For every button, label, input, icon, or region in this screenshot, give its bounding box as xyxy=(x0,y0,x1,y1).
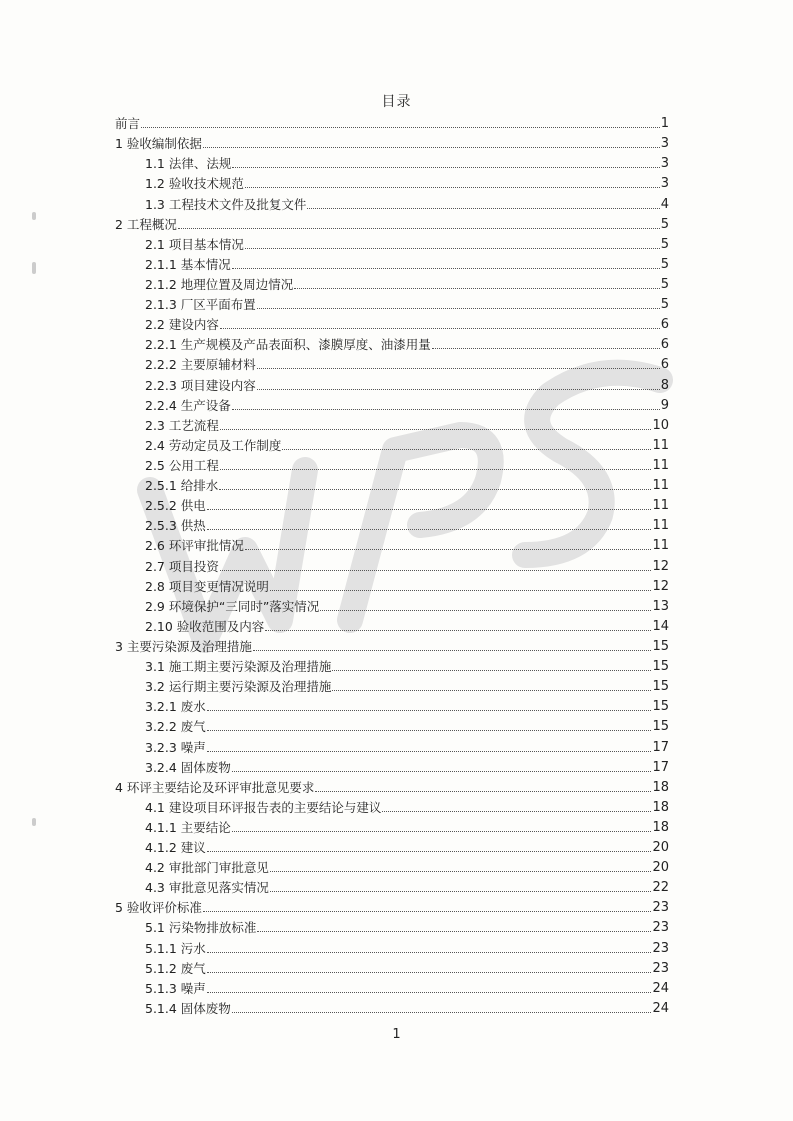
toc-entry[interactable] xyxy=(115,132,669,152)
toc-entry-label: 2.2.1 生产规模及产品表面积、漆膜厚度、油漆用量 xyxy=(145,337,431,353)
toc-entry[interactable] xyxy=(115,414,669,434)
toc-entry-label: 4.1.2 建议 xyxy=(145,840,206,856)
dot-leader xyxy=(232,167,659,168)
toc-entry-page: 23 xyxy=(652,960,669,976)
scan-margin-mark xyxy=(32,262,36,274)
toc-entry-page: 15 xyxy=(652,638,669,654)
toc-entry-page: 11 xyxy=(652,457,669,473)
dot-leader xyxy=(253,650,652,651)
dot-leader xyxy=(207,509,652,510)
toc-entry-page: 18 xyxy=(652,819,669,835)
dot-leader xyxy=(257,931,651,932)
toc-entry-page: 23 xyxy=(652,900,669,916)
dot-leader xyxy=(270,891,652,892)
toc-entry[interactable] xyxy=(115,313,669,333)
toc-entry[interactable] xyxy=(115,695,669,715)
dot-leader xyxy=(232,1012,652,1013)
toc-entry[interactable] xyxy=(115,112,669,132)
page-number: 1 xyxy=(392,1027,401,1042)
toc-entry-label: 2.5 公用工程 xyxy=(145,457,219,473)
toc-entry-page: 8 xyxy=(660,377,669,393)
toc-entry-label: 4.1.1 主要结论 xyxy=(145,819,231,835)
toc-entry[interactable] xyxy=(115,816,669,836)
toc-entry[interactable] xyxy=(115,253,669,273)
toc-entry-label: 2.1 项目基本情况 xyxy=(145,236,244,252)
toc-entry-page: 22 xyxy=(652,880,669,896)
toc-entry[interactable] xyxy=(115,494,669,514)
toc-title: 目录 xyxy=(381,94,412,110)
toc-entry-page: 24 xyxy=(652,980,669,996)
toc-entry[interactable] xyxy=(115,213,669,233)
toc-entry-page: 20 xyxy=(652,840,669,856)
toc-entry-label: 4.2 审批部门审批意见 xyxy=(145,860,269,876)
toc-entry-page: 11 xyxy=(652,478,669,494)
dot-leader xyxy=(315,791,651,792)
dot-leader xyxy=(294,288,659,289)
toc-entry[interactable] xyxy=(115,836,669,856)
toc-entry-page: 12 xyxy=(652,578,669,594)
toc-entry-label: 3.2.3 噪声 xyxy=(145,739,206,755)
toc-entry-label: 2.8 项目变更情况说明 xyxy=(145,578,269,594)
toc-entry-page: 15 xyxy=(652,699,669,715)
toc-entry-page: 18 xyxy=(652,779,669,795)
toc-entry-label: 2.4 劳动定员及工作制度 xyxy=(145,437,282,453)
toc-entry[interactable] xyxy=(115,735,669,755)
scan-margin-mark xyxy=(32,818,36,826)
toc-entry-label: 2.2 建设内容 xyxy=(145,317,219,333)
toc-entry-page: 18 xyxy=(652,799,669,815)
toc-entry-label: 2.2.2 主要原辅材料 xyxy=(145,357,256,373)
toc-entry-label: 3.2.2 废气 xyxy=(145,719,206,735)
dot-leader xyxy=(232,771,652,772)
toc-entry-label: 5.1.1 污水 xyxy=(145,940,206,956)
toc-entry-label: 2.5.3 供热 xyxy=(145,518,206,534)
toc-entry-page: 9 xyxy=(660,397,669,413)
toc-entry-label: 2 工程概况 xyxy=(115,216,177,232)
dot-leader xyxy=(232,268,660,269)
toc-entry-label: 5.1.4 固体废物 xyxy=(145,1000,231,1016)
dot-leader xyxy=(332,690,651,691)
dot-leader xyxy=(245,248,660,249)
dot-leader xyxy=(257,389,660,390)
scan-margin-mark xyxy=(32,212,36,220)
toc-entry[interactable] xyxy=(115,655,669,675)
toc-entry-label: 2.1.1 基本情况 xyxy=(145,256,231,272)
toc-entry-page: 3 xyxy=(660,156,669,172)
toc-entry-page: 5 xyxy=(660,256,669,272)
toc-entry-page: 3 xyxy=(660,136,669,152)
toc-entry-page: 23 xyxy=(652,920,669,936)
toc-entry-page: 13 xyxy=(652,598,669,614)
toc-entry[interactable] xyxy=(115,474,669,494)
dot-leader xyxy=(207,972,652,973)
dot-leader xyxy=(257,308,660,309)
toc-entry[interactable] xyxy=(115,997,669,1017)
toc-entry-label: 3.1 施工期主要污染源及治理措施 xyxy=(145,659,332,675)
toc-entry[interactable] xyxy=(115,233,669,253)
toc-entry[interactable] xyxy=(115,152,669,172)
toc-entry-page: 10 xyxy=(652,417,669,433)
table-of-contents xyxy=(115,112,669,1017)
toc-entry-label: 2.6 环评审批情况 xyxy=(145,538,244,554)
dot-leader xyxy=(207,851,652,852)
dot-leader xyxy=(220,429,652,430)
toc-entry[interactable] xyxy=(115,615,669,635)
toc-entry-label: 2.7 项目投资 xyxy=(145,558,219,574)
toc-entry[interactable] xyxy=(115,172,669,192)
toc-entry-page: 3 xyxy=(660,176,669,192)
toc-entry-label: 3.2.1 废水 xyxy=(145,699,206,715)
toc-entry-label: 3.2 运行期主要污染源及治理措施 xyxy=(145,679,332,695)
toc-entry[interactable] xyxy=(115,595,669,615)
toc-entry[interactable] xyxy=(115,977,669,997)
toc-entry-page: 11 xyxy=(652,538,669,554)
dot-leader xyxy=(232,831,652,832)
toc-entry-label: 5 验收评价标准 xyxy=(115,900,202,916)
toc-entry-label: 2.1.2 地理位置及周边情况 xyxy=(145,276,294,292)
dot-leader xyxy=(245,549,652,550)
dot-leader xyxy=(245,187,660,188)
toc-entry[interactable] xyxy=(115,957,669,977)
toc-entry[interactable] xyxy=(115,434,669,454)
dot-leader xyxy=(270,590,652,591)
toc-entry-page: 17 xyxy=(652,739,669,755)
toc-entry[interactable] xyxy=(115,776,669,796)
toc-entry-page: 11 xyxy=(652,518,669,534)
toc-entry-page: 5 xyxy=(660,216,669,232)
toc-entry-label: 4.3 审批意见落实情况 xyxy=(145,880,269,896)
toc-entry[interactable] xyxy=(115,293,669,313)
dot-leader xyxy=(307,208,659,209)
toc-entry[interactable] xyxy=(115,333,669,353)
toc-entry-page: 24 xyxy=(652,1000,669,1016)
toc-entry[interactable] xyxy=(115,554,669,574)
toc-entry-page: 20 xyxy=(652,860,669,876)
toc-entry[interactable] xyxy=(115,534,669,554)
toc-entry-label: 2.1.3 厂区平面布置 xyxy=(145,297,256,313)
toc-entry-label: 1.2 验收技术规范 xyxy=(145,176,244,192)
toc-entry-page: 4 xyxy=(660,196,669,212)
toc-entry-page: 6 xyxy=(660,357,669,373)
toc-entry-label: 5.1.2 废气 xyxy=(145,960,206,976)
toc-entry[interactable] xyxy=(115,353,669,373)
toc-entry[interactable] xyxy=(115,896,669,916)
toc-entry[interactable] xyxy=(115,856,669,876)
toc-entry-label: 3.2.4 固体废物 xyxy=(145,759,231,775)
toc-entry-label: 5.1.3 噪声 xyxy=(145,980,206,996)
toc-entry[interactable] xyxy=(115,796,669,816)
toc-entry-page: 5 xyxy=(660,297,669,313)
dot-leader xyxy=(257,368,660,369)
dot-leader xyxy=(282,449,651,450)
toc-entry-label: 2.10 验收范围及内容 xyxy=(145,618,265,634)
toc-entry[interactable] xyxy=(115,394,669,414)
toc-entry[interactable] xyxy=(115,373,669,393)
dot-leader xyxy=(232,409,660,410)
toc-entry-label: 1.1 法律、法规 xyxy=(145,156,232,172)
toc-entry-page: 6 xyxy=(660,317,669,333)
toc-entry-label: 3 主要污染源及治理措施 xyxy=(115,638,252,654)
dot-leader xyxy=(203,147,660,148)
dot-leader xyxy=(207,710,652,711)
dot-leader xyxy=(207,730,652,731)
dot-leader xyxy=(382,811,651,812)
toc-entry[interactable] xyxy=(115,454,669,474)
toc-entry-label: 2.2.3 项目建设内容 xyxy=(145,377,256,393)
toc-entry-page: 11 xyxy=(652,498,669,514)
toc-entry-page: 6 xyxy=(660,337,669,353)
dot-leader xyxy=(207,992,652,993)
toc-entry-label: 5.1 污染物排放标准 xyxy=(145,920,257,936)
toc-entry-label: 4.1 建设项目环评报告表的主要结论与建议 xyxy=(145,799,382,815)
toc-entry-label: 2.2.4 生产设备 xyxy=(145,397,231,413)
dot-leader xyxy=(220,570,652,571)
dot-leader xyxy=(178,228,660,229)
toc-entry[interactable] xyxy=(115,273,669,293)
toc-entry-label: 2.3 工艺流程 xyxy=(145,417,219,433)
toc-entry-label: 2.9 环境保护“三同时”落实情况 xyxy=(145,598,320,614)
toc-entry-label: 2.5.2 供电 xyxy=(145,498,206,514)
toc-entry[interactable] xyxy=(115,635,669,655)
dot-leader xyxy=(332,670,651,671)
dot-leader xyxy=(220,328,660,329)
toc-entry[interactable] xyxy=(115,192,669,212)
toc-entry-page: 23 xyxy=(652,940,669,956)
toc-entry-label: 2.5.1 给排水 xyxy=(145,478,219,494)
dot-leader xyxy=(207,529,652,530)
toc-entry[interactable] xyxy=(115,575,669,595)
toc-entry[interactable] xyxy=(115,876,669,896)
dot-leader xyxy=(207,751,652,752)
toc-entry-page: 15 xyxy=(652,719,669,735)
dot-leader xyxy=(265,630,651,631)
dot-leader xyxy=(320,610,651,611)
toc-entry-page: 15 xyxy=(652,679,669,695)
toc-entry[interactable] xyxy=(115,675,669,695)
dot-leader xyxy=(219,489,651,490)
toc-entry-page: 12 xyxy=(652,558,669,574)
dot-leader xyxy=(270,871,652,872)
toc-entry-label: 1.3 工程技术文件及批复文件 xyxy=(145,196,307,212)
toc-entry[interactable] xyxy=(115,916,669,936)
dot-leader xyxy=(220,469,652,470)
toc-entry[interactable] xyxy=(115,756,669,776)
toc-entry-label: 4 环评主要结论及环评审批意见要求 xyxy=(115,779,315,795)
toc-entry-page: 17 xyxy=(652,759,669,775)
toc-entry[interactable] xyxy=(115,715,669,735)
toc-entry[interactable] xyxy=(115,514,669,534)
toc-entry-label: 1 验收编制依据 xyxy=(115,136,202,152)
dot-leader xyxy=(141,127,660,128)
toc-entry-page: 11 xyxy=(652,437,669,453)
toc-entry-page: 1 xyxy=(660,116,669,132)
toc-entry-page: 14 xyxy=(652,618,669,634)
toc-entry-page: 5 xyxy=(660,236,669,252)
toc-entry-page: 5 xyxy=(660,276,669,292)
dot-leader xyxy=(203,911,652,912)
toc-entry-page: 15 xyxy=(652,659,669,675)
toc-entry[interactable] xyxy=(115,936,669,956)
dot-leader xyxy=(432,348,660,349)
dot-leader xyxy=(207,952,652,953)
toc-entry-label: 前言 xyxy=(115,116,141,132)
